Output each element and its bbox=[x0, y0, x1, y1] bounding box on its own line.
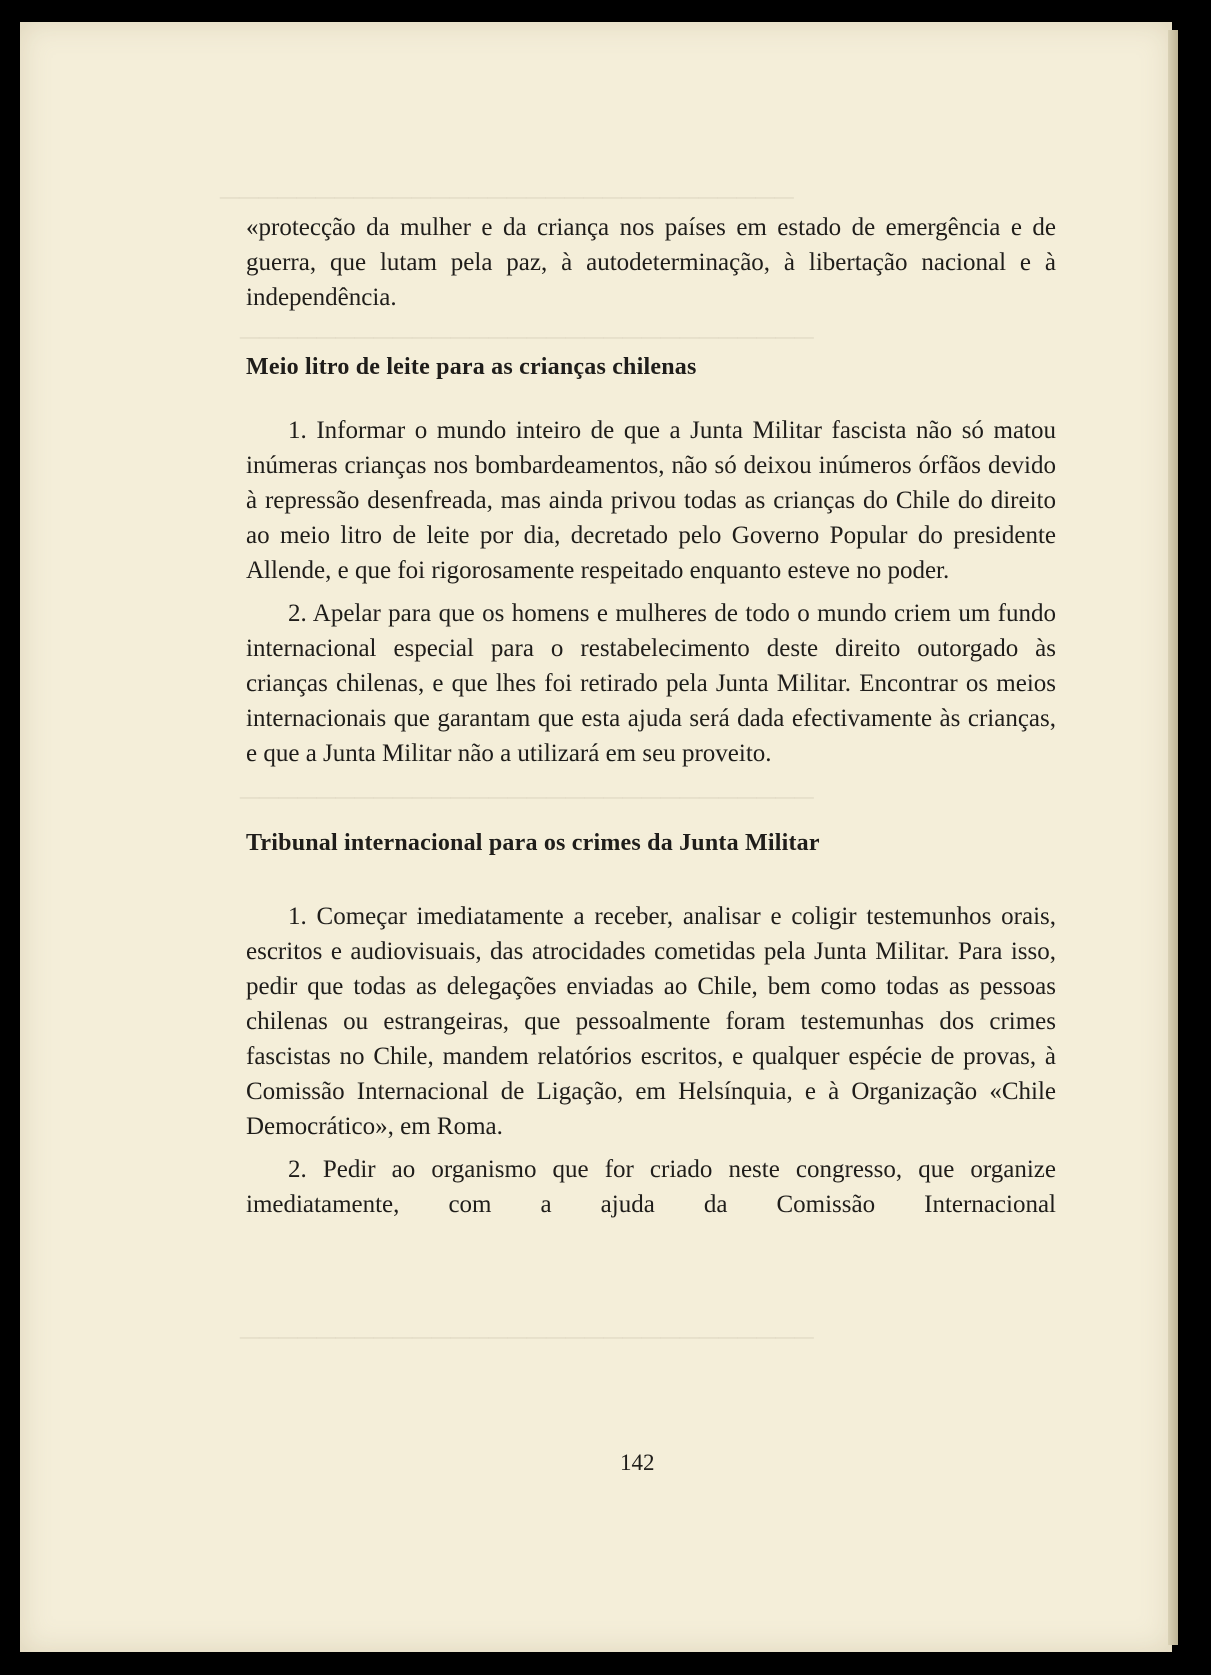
paragraph-leite-1: 1. Informar o mundo inteiro de que a Junta Militar fascista não só matou inúmeras crianças nos bombardeamentos, não só deixou inúmeros órfãos devido à repressão desenfreada, mas ainda privou todas as crianças do Chile do direito ao meio litro de leite por dia, decretado pelo Governo Popular do presidente Allende, e que foi rigorosamente respeitado enquanto esteve no poder. bbox=[246, 417, 1056, 584]
section-heading-leite: Meio litro de leite para as crianças chilenas bbox=[246, 354, 697, 380]
section-heading-tribunal: Tribunal internacional para os crimes da Junta Militar bbox=[246, 830, 820, 856]
paragraph-leite-2: 2. Apelar para que os homens e mulheres de todo o mundo criem um fundo internacional especial para o restabelecimento deste direito outorgado às crianças chilenas, e que lhes foi retirado pela Junta Militar. Encontrar os meios internacionais que garantam que esta ajuda será dada efectivamente às crianças, e que a Junta Militar não a utilizará em seu proveito. bbox=[246, 600, 1056, 767]
page-edge bbox=[1168, 30, 1178, 1645]
paragraph-tribunal-1: 1. Começar imediatamente a receber, analisar e coligir testemunhos orais, escritos e audiovisuais, das atrocidades cometidas pela Junta Militar. Para isso, pedir que todas as delegações enviadas ao Chile, bem como todas as pessoas chilenas ou estrangeiras, que pessoalmente foram testemunhas dos crimes fascistas no Chile, mandem relatórios escritos, e qualquer espécie de provas, à Comissão Internacional de Ligação, em Helsínquia, e à Organização «Chile Democrático», em Roma. bbox=[246, 903, 1056, 1140]
show-through-texture: ​────────────────────────────── ────────────────────────────── ────────────────────────────── ────────────────────────────── bbox=[220, 182, 814, 1352]
page-number: 142 bbox=[620, 1450, 655, 1475]
paragraph-tribunal-2: 2. Pedir ao organismo que for criado neste congresso, que organize imediatamente, com a ajuda da Comissão Internacional bbox=[246, 1156, 1056, 1218]
intro-paragraph: «protecção da mulher e da criança nos países em estado de emergência e de guerra, que lutam pela paz, à autodeterminação, à libertação nacional e à independência. bbox=[246, 214, 1056, 311]
body-text bbox=[246, 210, 1056, 1222]
